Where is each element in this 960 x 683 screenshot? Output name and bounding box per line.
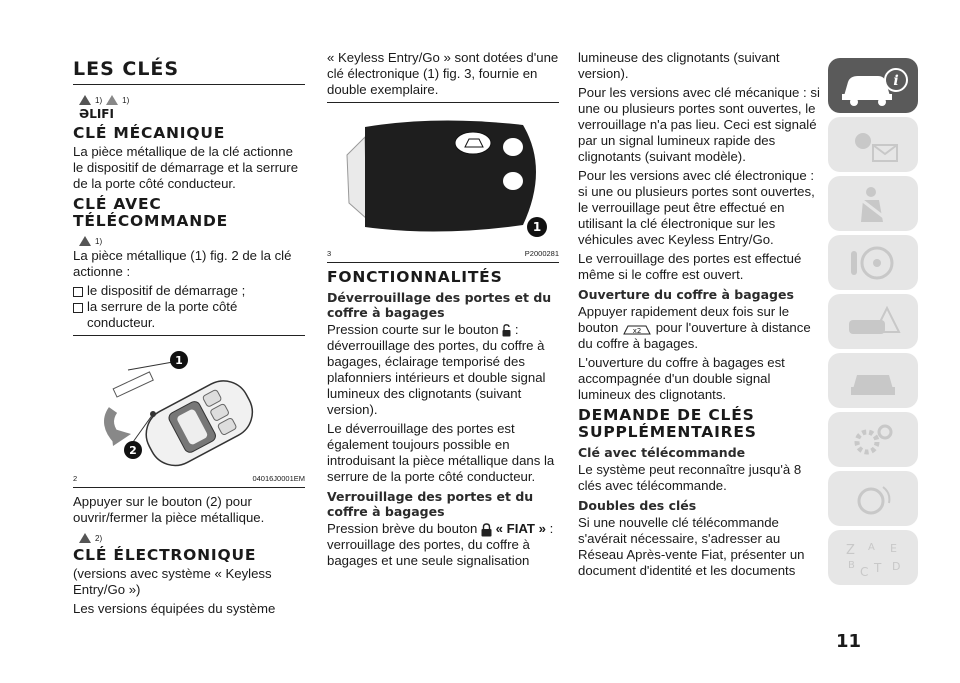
index-letter: E <box>890 541 897 555</box>
heading-line: DEMANDE DE CLÉS <box>578 406 755 424</box>
paragraph: La pièce métallique (1) fig. 2 de la clé actionne : <box>73 248 292 279</box>
heading-demande <box>578 407 820 441</box>
paragraph: Si une nouvelle clé télécommande s'avérait nécessaire, s'adresser au Réseau Après-vente Fiat, présenter un document d'identité et les documents <box>578 515 805 578</box>
multimedia-icon[interactable] <box>828 471 918 526</box>
bullet-box-icon <box>73 287 83 297</box>
text: : verrouillage des portes, du coffre à bagages et une seule signalisation <box>327 521 554 568</box>
callout-1: 1 <box>175 354 183 367</box>
info-glyph: i <box>893 72 899 89</box>
bullet-box-icon <box>73 303 83 313</box>
seatbelt-icon[interactable] <box>828 176 918 231</box>
steering-icon[interactable] <box>828 235 918 290</box>
paragraph: « Keyless Entry/Go » sont dotées d'une clé électronique (1) fig. 3, fournie en double exemplaire. <box>327 50 559 97</box>
warning-refs <box>79 529 305 543</box>
warning-ref: 2) <box>95 534 103 543</box>
paragraph: Le système peut reconnaître jusqu'à 8 clés avec télécommande. <box>578 462 802 493</box>
paragraph: Pour les versions avec clé électronique : si une ou plusieurs portes sont ouvertes, le verrouillage peut être effectué en utilisant la clé électronique sur les véhicules avec Keyless Entry/Go. <box>578 168 815 247</box>
subheading-ouverture: Ouverture du coffre à bagages <box>578 287 794 302</box>
text: Appuyer rapidement deux fois sur le bouton <box>578 304 790 335</box>
heading-electronique: CLÉ ÉLECTRONIQUE <box>73 546 257 564</box>
figure-caption <box>327 249 559 258</box>
subheading-deverrouillage: Déverrouillage des portes et du coffre à bagages <box>327 290 552 320</box>
subheading-cle-telecommande: Clé avec télécommande <box>578 445 746 460</box>
figure-code: 04016J0001EM <box>252 474 305 483</box>
page-number: 11 <box>836 631 862 652</box>
subheading-verrouillage: Verrouillage des portes et du coffre à bagages <box>327 489 534 519</box>
paragraph: lumineuse des clignotants (suivant version). <box>578 50 780 81</box>
warning-triangle-icon <box>79 533 91 543</box>
heading-line: CLÉ AVEC <box>73 195 162 213</box>
index-icon[interactable] <box>828 530 918 585</box>
electronic-key-illustration <box>327 109 559 247</box>
index-letter: T <box>874 560 882 575</box>
index-letter: D <box>892 559 901 573</box>
column-3 <box>578 50 820 582</box>
list-item-text: le dispositif de démarrage ; <box>87 283 246 298</box>
warning-refs <box>79 232 305 246</box>
text: pour l'ouverture à distance du coffre à bagages. <box>578 320 811 351</box>
section-title: LES CLÉS <box>73 58 180 80</box>
paragraph <box>327 521 559 569</box>
heading-line: SUPPLÉMENTAIRES <box>578 423 757 441</box>
figure-caption <box>73 474 305 483</box>
text: Pression courte sur le bouton <box>327 322 499 337</box>
heading-telecommande <box>73 196 305 230</box>
paragraph: L'ouverture du coffre à bagages est accompagnée d'un double signal lumineux des clignotants. <box>578 355 785 402</box>
column-1 <box>73 58 305 620</box>
paragraph <box>578 304 820 352</box>
index-letter: Z <box>846 542 855 558</box>
figure-rule <box>327 262 559 263</box>
column-2 <box>327 50 559 572</box>
paragraph: Le verrouillage des portes est effectué même si le coffre est ouvert. <box>578 251 802 282</box>
paragraph: Appuyer sur le bouton (2) pour ouvrir/fermer la pièce métallique. <box>73 494 265 525</box>
paragraph: (versions avec système « Keyless Entry/Go ») <box>73 566 272 597</box>
figure-2 <box>73 342 305 472</box>
key-remote-illustration <box>73 342 305 472</box>
figure-code: P2000281 <box>524 249 559 258</box>
callout-1: 1 <box>532 220 542 234</box>
callout-2: 2 <box>129 444 137 457</box>
figure-rule <box>73 487 305 488</box>
warning-ref: 1) <box>95 96 103 105</box>
brand-text: « FIAT » <box>495 521 546 536</box>
unlock-icon <box>502 324 511 337</box>
list-item <box>73 299 305 331</box>
chapter-sidebar <box>828 58 918 589</box>
text: : déverrouillage des portes, du coffre à bagages, éclairage temporisé des plafonniers intérieurs et double signal lumineux des clignotants (suivant version). <box>327 322 546 417</box>
warning-lights-icon[interactable] <box>828 117 918 172</box>
paragraph: La pièce métallique de la clé actionne le dispositif de démarrage et la serrure de la porte côté conducteur. <box>73 144 299 191</box>
figure-rule <box>327 102 559 103</box>
subheading-doubles: Doubles des clés <box>578 498 697 513</box>
trunk-button-label: x2 <box>632 326 642 335</box>
caution-triangle-icon <box>106 95 118 105</box>
figure-3 <box>327 109 559 247</box>
warning-triangle-icon <box>79 95 91 105</box>
paragraph: Le déverrouillage des portes est également toujours possible en introduisant la pièce métallique dans la serrure de la porte côté conducteur. <box>327 421 555 484</box>
list-item-text: la serrure de la porte côté conducteur. <box>87 299 238 330</box>
paragraph <box>327 322 559 418</box>
trunk-button-icon <box>622 322 652 336</box>
heading-mecanique: CLÉ MÉCANIQUE <box>73 124 226 142</box>
paragraph: Les versions équipées du système <box>73 601 276 616</box>
car-service-icon[interactable] <box>828 353 918 408</box>
index-letter: A <box>868 541 875 553</box>
title-rule <box>73 84 305 85</box>
warning-ref: 1) <box>95 237 103 246</box>
text: Pression brève du bouton <box>327 521 478 536</box>
index-letter: C <box>860 564 869 579</box>
warning-refs <box>79 91 305 105</box>
car-info-icon[interactable] <box>828 58 918 113</box>
accident-icon[interactable] <box>828 294 918 349</box>
warning-ref: 1) <box>122 96 130 105</box>
gear-icon[interactable] <box>828 412 918 467</box>
warning-triangle-icon <box>79 236 91 246</box>
heading-line: TÉLÉCOMMANDE <box>73 212 229 230</box>
figure-rule <box>73 335 305 336</box>
heading-fonctionnalites: FONCTIONNALITÉS <box>327 268 503 286</box>
figure-number: 2 <box>73 474 78 483</box>
figure-number: 3 <box>327 249 332 258</box>
paragraph: Pour les versions avec clé mécanique : si une ou plusieurs portes sont ouvertes, le verrouillage n'a pas lieu. Ceci est signalé par un signal lumineux rapide des clignotants (suivant modèle). <box>578 85 820 164</box>
eco-label-icon: ƏLIFI <box>79 107 114 121</box>
index-letter: B <box>848 559 855 571</box>
list-item <box>73 283 305 299</box>
lock-icon <box>481 523 492 537</box>
